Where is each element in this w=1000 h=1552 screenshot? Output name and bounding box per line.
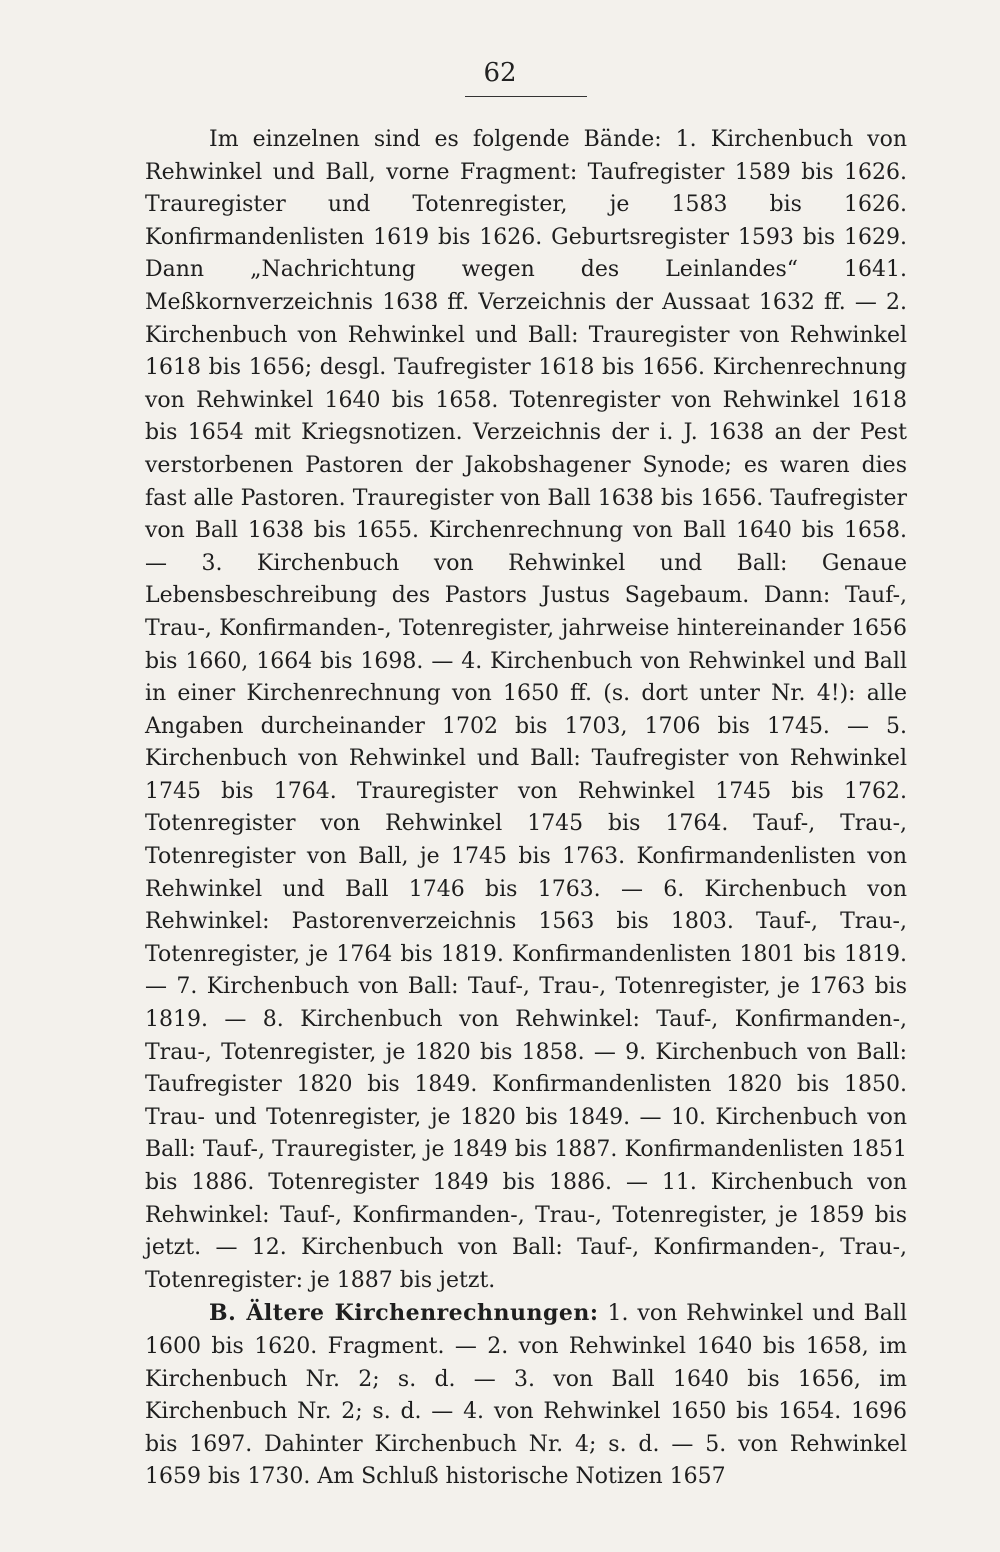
page-number: 62: [483, 58, 517, 88]
page-body: [145, 124, 907, 1494]
paragraph-church-accounts: [145, 1297, 907, 1494]
section-b-text: 1. von Rehwinkel und Ball 1600 bis 1620. Fragment. — 2. von Rehwinkel 1640 bis 1658, im Kirchenbuch Nr. 2; s. d. — 3. von Ball 1640 bis 1656, im Kirchenbuch Nr. 2; s. d. — 4. von Rehwinkel 1650 bis 1654. 1696 bis 1697. Dahinter Kirchenbuch Nr. 4; s. d. — 5. von Rehwinkel 1659 bis 1730. Am Schluß historische Notizen 1657: [145, 1301, 907, 1490]
section-heading-b: B. Ältere Kirchenrechnungen:: [209, 1300, 599, 1327]
paragraph-church-books: Im einzelnen sind es folgende Bände: 1. Kirchenbuch von Rehwinkel und Ball, vorne Fragment: Taufregister 1589 bis 1626. Trauregister und Totenregister, je 1583 bis 1626. Konfirmandenlisten 1619 bis 1626. Geburtsregister 1593 bis 1629. Dann „Nachrichtung wegen des Leinlandes“ 1641. Meßkornverzeichnis 1638 ff. Verzeichnis der Aussaat 1632 ff. — 2. Kirchenbuch von Rehwinkel und Ball: Trauregister von Rehwinkel 1618 bis 1656; desgl. Taufregister 1618 bis 1656. Kirchenrechnung von Rehwinkel 1640 bis 1658. Totenregister von Rehwinkel 1618 bis 1654 mit Kriegsnotizen. Verzeichnis der i. J. 1638 an der Pest verstorbenen Pastoren der Jakobshagener Synode; es waren dies fast alle Pastoren. Trauregister von Ball 1638 bis 1656. Taufregister von Ball 1638 bis 1655. Kirchenrechnung von Ball 1640 bis 1658. — 3. Kirchenbuch von Rehwinkel und Ball: Genaue Lebensbeschreibung des Pastors Justus Sagebaum. Dann: Tauf-, Trau-, Konfirmanden-, Totenregister, jahrweise hintereinander 1656 bis 1660, 1664 bis 1698. — 4. Kirchenbuch von Rehwinkel und Ball in einer Kirchenrechnung von 1650 ff. (s. dort unter Nr. 4!): alle Angaben durcheinander 1702 bis 1703, 1706 bis 1745. — 5. Kirchenbuch von Rehwinkel und Ball: Taufregister von Rehwinkel 1745 bis 1764. Trauregister von Rehwinkel 1745 bis 1762. Totenregister von Rehwinkel 1745 bis 1764. Tauf-, Trau-, Totenregister von Ball, je 1745 bis 1763. Konfirmandenlisten von Rehwinkel und Ball 1746 bis 1763. — 6. Kirchenbuch von Rehwinkel: Pastorenverzeichnis 1563 bis 1803. Tauf-, Trau-, Totenregister, je 1764 bis 1819. Konfirmandenlisten 1801 bis 1819. — 7. Kirchenbuch von Ball: Tauf-, Trau-, Totenregister, je 1763 bis 1819. — 8. Kirchenbuch von Rehwinkel: Tauf-, Konfirmanden-, Trau-, Totenregister, je 1820 bis 1858. — 9. Kirchenbuch von Ball: Taufregister 1820 bis 1849. Konfirmandenlisten 1820 bis 1850. Trau- und Totenregister, je 1820 bis 1849. — 10. Kirchenbuch von Ball: Tauf-, Trauregister, je 1849 bis 1887. Konfirmandenlisten 1851 bis 1886. Totenregister 1849 bis 1886. — 11. Kirchenbuch von Rehwinkel: Tauf-, Konfirmanden-, Trau-, Totenregister, je 1859 bis jetzt. — 12. Kirchenbuch von Ball: Tauf-, Konfirmanden-, Trau-, Totenregister: je 1887 bis jetzt.: [145, 127, 907, 1293]
page-number-rule: [465, 96, 587, 97]
